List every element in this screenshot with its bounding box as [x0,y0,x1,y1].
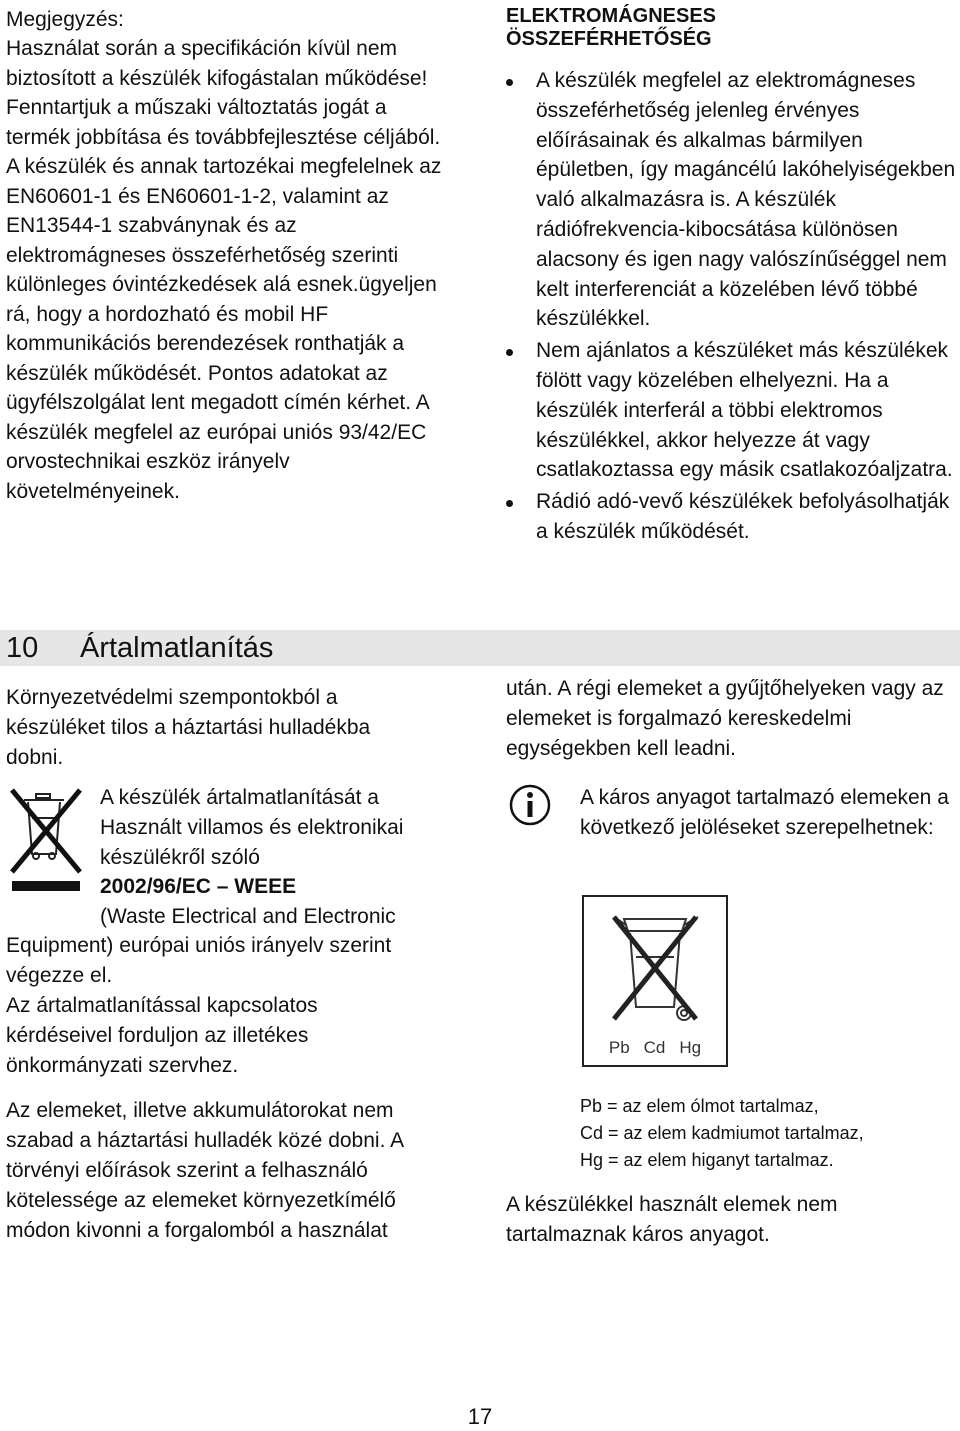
abbreviation-hg: Hg = az elem higanyt tartalmaz. [580,1150,834,1170]
symbol-label-cd: Cd [643,1038,666,1057]
symbol-label-hg: Hg [679,1038,702,1057]
emc-list-item [506,487,960,547]
emc-list-item [506,336,960,485]
bullet-icon [506,500,513,507]
abbreviation-pb: Pb = az elem ólmot tartalmaz, [580,1096,819,1116]
abbreviation-list [580,1093,950,1174]
emc-title-line2: ÖSSZEFÉRHETŐSÉG [506,28,712,50]
closing-note: A készülékkel használt elemek nem tartalmaznak káros anyagot. [506,1193,838,1246]
abbreviation-cd: Cd = az elem kadmiumot tartalmaz, [580,1123,864,1143]
battery-symbol [582,895,728,1067]
emc-item-text: A készülék megfelel az elektromágneses összeférhetőség jelenleg érvényes előírásainak és alkalmas bármilyen épületben, így magáncélú lakóhelyiségekben való alkalmazásra is. A készülék rádiófrekvencia-kibocsátása különösen alacsony és igen nagy valószínűséggel nem kelt interferenciát a közelében lévő többé készülékkel. [536,69,956,331]
section-number: 10 [6,632,39,664]
weee-line-3: készülékről szóló [100,846,260,869]
emc-list-item [506,66,960,334]
section-title: Ártalmatlanítás [80,632,274,664]
page-number: 17 [467,1404,493,1429]
weee-line-2: Használt villamos és elektronikai [100,816,404,839]
disposal-intro: Környezetvédelmi szempontokból a készüléket tilos a háztartási hulladékba dobni. [6,686,371,769]
batteries-paragraph: Az elemeket, illetve akkumulátorokat nem szabad a háztartási hulladék közé dobni. A törvényi előírások szerint a felhasználó kötelessége az elemeket környezetkímélő módon kivonni a forgalomból a használat [6,1099,403,1242]
bullet-icon [506,79,513,86]
emc-title [506,5,958,51]
note-label: Megjegyzés: [6,8,124,31]
bullet-icon [506,349,513,356]
emc-title-line1: ELEKTROMÁGNESES [506,5,717,27]
note-paragraph: Használat során a specifikáción kívül nem biztosított a készülék kifogástalan működése! Fenntartjuk a műszaki változtatás jogát a termék jobbítása és továbbfejlesztése céljából. A készülék és annak tartozékai megfelelnek az EN60601-1 és EN60601-1-2, valamint az EN13544-1 szabványnak és az elektromágneses összeférhetőség szerinti különleges óvintézkedések alá esnek.ügyeljen rá, hogy a hordozható és mobil HF kommunikációs berendezések ronthatják a készülék működését. Pontos adatokat az ügyfélszolgálat lent megadott címén kérhet. A készülék megfelel az európai uniós 93/42/EC orvostechnikai eszköz irányelv követelményeinek. [6,37,442,503]
emc-item-text: Nem ajánlatos a készüléket más készülékek fölött vagy közelében elhelyezni. Ha a készülék interferál a többi elektromos készülékkel, akkor helyezze át vagy csatlakoztassa egy másik csatlakozóaljzatra. [536,339,953,482]
batteries-continued: után. A régi elemeket a gyűjtőhelyeken vagy az elemeket is forgalmazó kereskedelmi egységekben kell leadni. [506,677,944,760]
weee-line-1: A készülék ártalmatlanítását a [100,786,379,809]
harmful-intro: A káros anyagot tartalmazó elemeken a következő jelöléseket szerepelhetnek: [580,786,949,839]
disposal-contact: Az ártalmatlanítással kapcsolatos kérdéseivel forduljon az illetékes önkormányzati szervhez. [6,994,318,1077]
info-icon [508,783,552,827]
weee-directive: 2002/96/EC – WEEE [100,875,297,898]
crossed-bin-icon [584,897,726,1037]
weee-rest: Equipment) európai uniós irányelv szerint végezze el. [6,934,392,987]
weee-line-5: (Waste Electrical and Electronic [100,905,396,928]
emc-list [506,66,960,549]
weee-bin-icon [6,784,86,892]
emc-item-text: Rádió adó-vevő készülékek befolyásolhatják a készülék működését. [536,490,950,543]
symbol-label-pb: Pb [608,1038,630,1057]
